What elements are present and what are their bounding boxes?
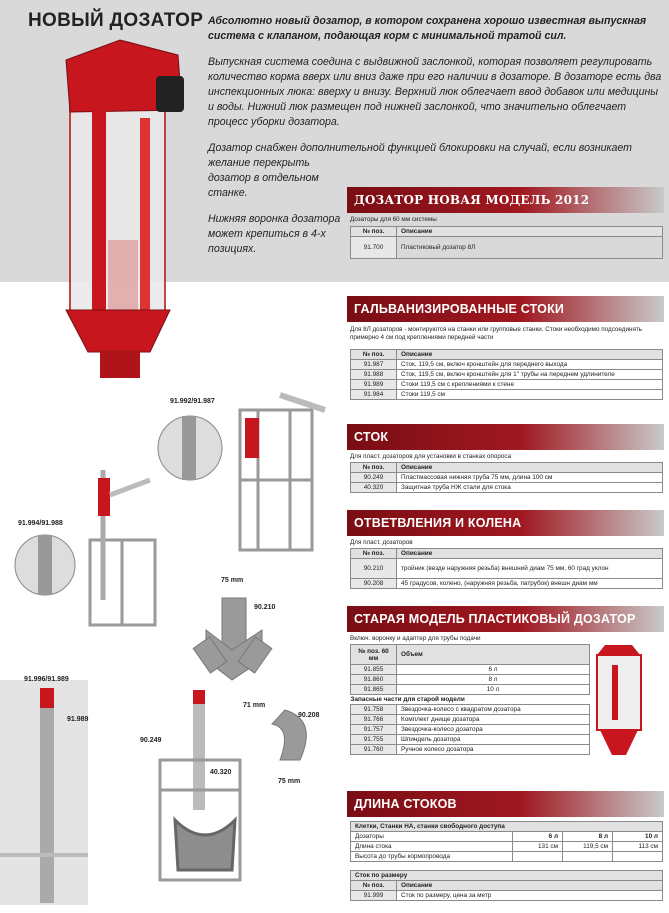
desc-cell: Сток, 119,5 см, включ кронштейн для переднего выхода xyxy=(397,360,663,370)
desc-cell: Пластиковый дозатор 8Л xyxy=(397,237,663,259)
spares-title: Запасные части для старой модели xyxy=(350,696,465,703)
intro-paragraph-2: Выпускная система соедина с выдвижной заслонкой, которая позволяет регулировать количество корма вверх или вниз даже при его наличии в дозаторе. В дозаторе есть два инспекционных люка: вверху и внизу. Верхний люк облегчает ввод добавок или медицины и воды. Нижний люк размещен под нижней заслонкой, что значительно облегчает процесс уборки дозатора. xyxy=(208,56,662,128)
desc-cell: Защитная труба НЖ стали для стока xyxy=(397,483,663,493)
pos-cell: 91.755 xyxy=(351,735,397,745)
pos-cell: 90.210 xyxy=(351,559,397,579)
desc-cell: Сток по размеру, цена за метр xyxy=(397,891,663,901)
desc-cell: Пластмассовая нижняя труба 75 мм, длина 100 см xyxy=(397,473,663,483)
table-row xyxy=(351,237,663,259)
table-row xyxy=(351,559,663,579)
desc-cell: Звездочка-колесо дозатора xyxy=(397,725,590,735)
desc-cell: Стоки 119,5 см xyxy=(397,390,663,400)
col-desc: Описание xyxy=(397,549,663,559)
farrowing-stall-image xyxy=(160,690,240,880)
detail-pipe-2 xyxy=(38,535,52,595)
desc-cell: 45 градусов, колено, (наружняя резьба, патрубок) внешн диам мм xyxy=(397,579,663,589)
label-75mm-a: 75 mm xyxy=(221,577,244,584)
desc-cell: Ручное колесо дозатора xyxy=(397,745,590,755)
table-row xyxy=(351,390,663,400)
label-91992: 91.992/91.987 xyxy=(170,398,215,405)
galvanized-note: Для 8Л дозаторов - монтируются на станки или групповые станки. Стоки необходимо подсоединять примерно 4 см под креплениями передней части xyxy=(350,326,643,341)
table-row xyxy=(351,473,663,483)
lengths-subtitle: Клетки, Станки НА, станки свободного доступа xyxy=(351,822,663,832)
label-90208: 90.208 xyxy=(298,712,320,719)
row-label: Дозаторы xyxy=(351,832,513,842)
table-row xyxy=(351,725,590,735)
table-row xyxy=(351,665,590,675)
pos-cell: 91.999 xyxy=(351,891,397,901)
label-75mm-b: 75 mm xyxy=(278,778,301,785)
old-model-table xyxy=(350,644,590,755)
pos-cell: 91.860 xyxy=(351,675,397,685)
desc-cell: Шпиндель дозатора xyxy=(397,735,590,745)
label-71mm: 71 mm xyxy=(243,702,266,709)
volume-cell: 8 л xyxy=(563,832,613,842)
table-row xyxy=(351,842,663,852)
pos-cell: 91.758 xyxy=(351,705,397,715)
pos-cell: 90.208 xyxy=(351,579,397,589)
stock-note: Для пласт. дозаторов для установки в станках опороса xyxy=(350,453,512,460)
volume-cell: 6 л xyxy=(513,832,563,842)
desc-cell: 10 л xyxy=(397,685,590,695)
branches-header: ОТВЕТВЛЕНИЯ И КОЛЕНА xyxy=(347,510,664,536)
down-pipe-image xyxy=(0,680,88,905)
label-40320: 40.320 xyxy=(210,769,232,776)
col-desc: Описание xyxy=(397,350,663,360)
pos-cell: 40.320 xyxy=(351,483,397,493)
lengths-header: ДЛИНА СТОКОВ xyxy=(347,791,664,817)
branches-table xyxy=(350,548,663,589)
page-title: НОВЫЙ ДОЗАТОР xyxy=(28,10,204,31)
desc-cell: Комплект днище дозатора xyxy=(397,715,590,725)
label-91994: 91.994/91.988 xyxy=(18,520,63,527)
detail-pipe-1 xyxy=(182,416,196,480)
row-label: Высота до трубы кормопровода xyxy=(351,852,513,862)
new-model-table xyxy=(350,226,663,259)
col-desc: Описание xyxy=(397,463,663,473)
galvanized-header: ГАЛЬВАНИЗИРОВАННЫЕ СТОКИ xyxy=(347,296,664,322)
stall-frame-image-1 xyxy=(240,395,325,550)
table-row xyxy=(351,745,590,755)
table-row xyxy=(351,715,590,725)
new-model-note: Дозаторы для 60 мм системы xyxy=(350,216,437,223)
length-cell: 119,5 см xyxy=(563,842,613,852)
col-desc: Описание xyxy=(397,881,663,891)
pos-cell: 91.988 xyxy=(351,370,397,380)
dispenser-main-image xyxy=(66,40,184,378)
volume-cell: 10 л xyxy=(613,832,663,842)
table-row xyxy=(351,675,590,685)
col-pos: № поз. xyxy=(351,227,397,237)
col-pos: № поз. xyxy=(351,549,397,559)
new-model-header: ДОЗАТОР НОВАЯ МОДЕЛЬ 2012 xyxy=(347,187,664,213)
pos-cell: 90.249 xyxy=(351,473,397,483)
table-row xyxy=(351,360,663,370)
desc-cell: 8 л xyxy=(397,675,590,685)
col-pos: № поз. xyxy=(351,881,397,891)
desc-cell: Стоки 119,5 см с креплениями к стене xyxy=(397,380,663,390)
pos-cell: 91.700 xyxy=(351,237,397,259)
desc-cell: Звездочка-колесо с квадратом дозатора xyxy=(397,705,590,715)
pos-cell: 91.757 xyxy=(351,725,397,735)
stock-table xyxy=(350,462,663,493)
col-desc: Объем xyxy=(397,645,590,665)
table-row xyxy=(351,579,663,589)
old-model-dispenser-image xyxy=(597,645,641,755)
custom-length-table xyxy=(350,870,663,901)
length-cell: 131 см xyxy=(513,842,563,852)
table-row xyxy=(351,735,590,745)
desc-cell: тройник (везде наружняя резьба) внешний диам 75 мм, 60 град уклон xyxy=(397,559,663,579)
table-row xyxy=(351,370,663,380)
stall-frame-image-2 xyxy=(90,470,155,625)
pos-cell: 91.865 xyxy=(351,685,397,695)
desc-cell: Сток, 119,5 см, включ кронштейн для 1" трубы на переднем удлинителе xyxy=(397,370,663,380)
col-desc: Описание xyxy=(397,227,663,237)
old-model-note: Включ. воронку и адаптер для трубы подачи xyxy=(350,635,481,642)
galvanized-table xyxy=(350,349,663,400)
intro-paragraph-3b: дозатор в отдельном станке. xyxy=(208,172,319,199)
table-row xyxy=(351,832,663,842)
table-row xyxy=(351,852,663,862)
label-91989: 91.989 xyxy=(67,716,89,723)
pos-cell: 91.989 xyxy=(351,380,397,390)
pos-cell: 91.855 xyxy=(351,665,397,675)
lengths-table xyxy=(350,821,663,862)
label-90210: 90.210 xyxy=(254,604,276,611)
row-label: Длина стока xyxy=(351,842,513,852)
table-row xyxy=(351,685,590,695)
pos-cell: 91.987 xyxy=(351,360,397,370)
label-91996: 91.996/91.989 xyxy=(24,676,69,683)
col-pos: № поз. xyxy=(351,350,397,360)
length-cell: 113 см xyxy=(613,842,663,852)
stock-header: СТОК xyxy=(347,424,664,450)
pos-cell: 91.984 xyxy=(351,390,397,400)
pos-cell: 91.760 xyxy=(351,745,397,755)
pos-cell: 91.766 xyxy=(351,715,397,725)
table-row xyxy=(351,891,663,901)
table-row xyxy=(351,705,590,715)
table-row xyxy=(351,483,663,493)
desc-cell: 6 л xyxy=(397,665,590,675)
col-pos: № поз. 60 мм xyxy=(351,645,397,665)
custom-title: Сток по размеру xyxy=(351,871,663,881)
intro-paragraph-4: Нижняя воронка дозатора может крепиться в 4-х позициях. xyxy=(208,213,341,255)
col-pos: № поз. xyxy=(351,463,397,473)
old-model-header: СТАРАЯ МОДЕЛЬ ПЛАСТИКОВЫЙ ДОЗАТОР xyxy=(347,606,664,632)
label-90249: 90.249 xyxy=(140,737,162,744)
intro-paragraph-1: Абсолютно новый дозатор, в котором сохранена хорошо известная выпускная система с клапаном, подающая корм с минимальной тратой сил. xyxy=(208,15,647,42)
branches-note: Для пласт. дозаторов xyxy=(350,539,413,546)
table-row xyxy=(351,380,663,390)
intro-paragraph-3a: Дозатор снабжен дополнительной функцией блокировки на случай, если возникает желание перекрыть xyxy=(208,142,632,169)
